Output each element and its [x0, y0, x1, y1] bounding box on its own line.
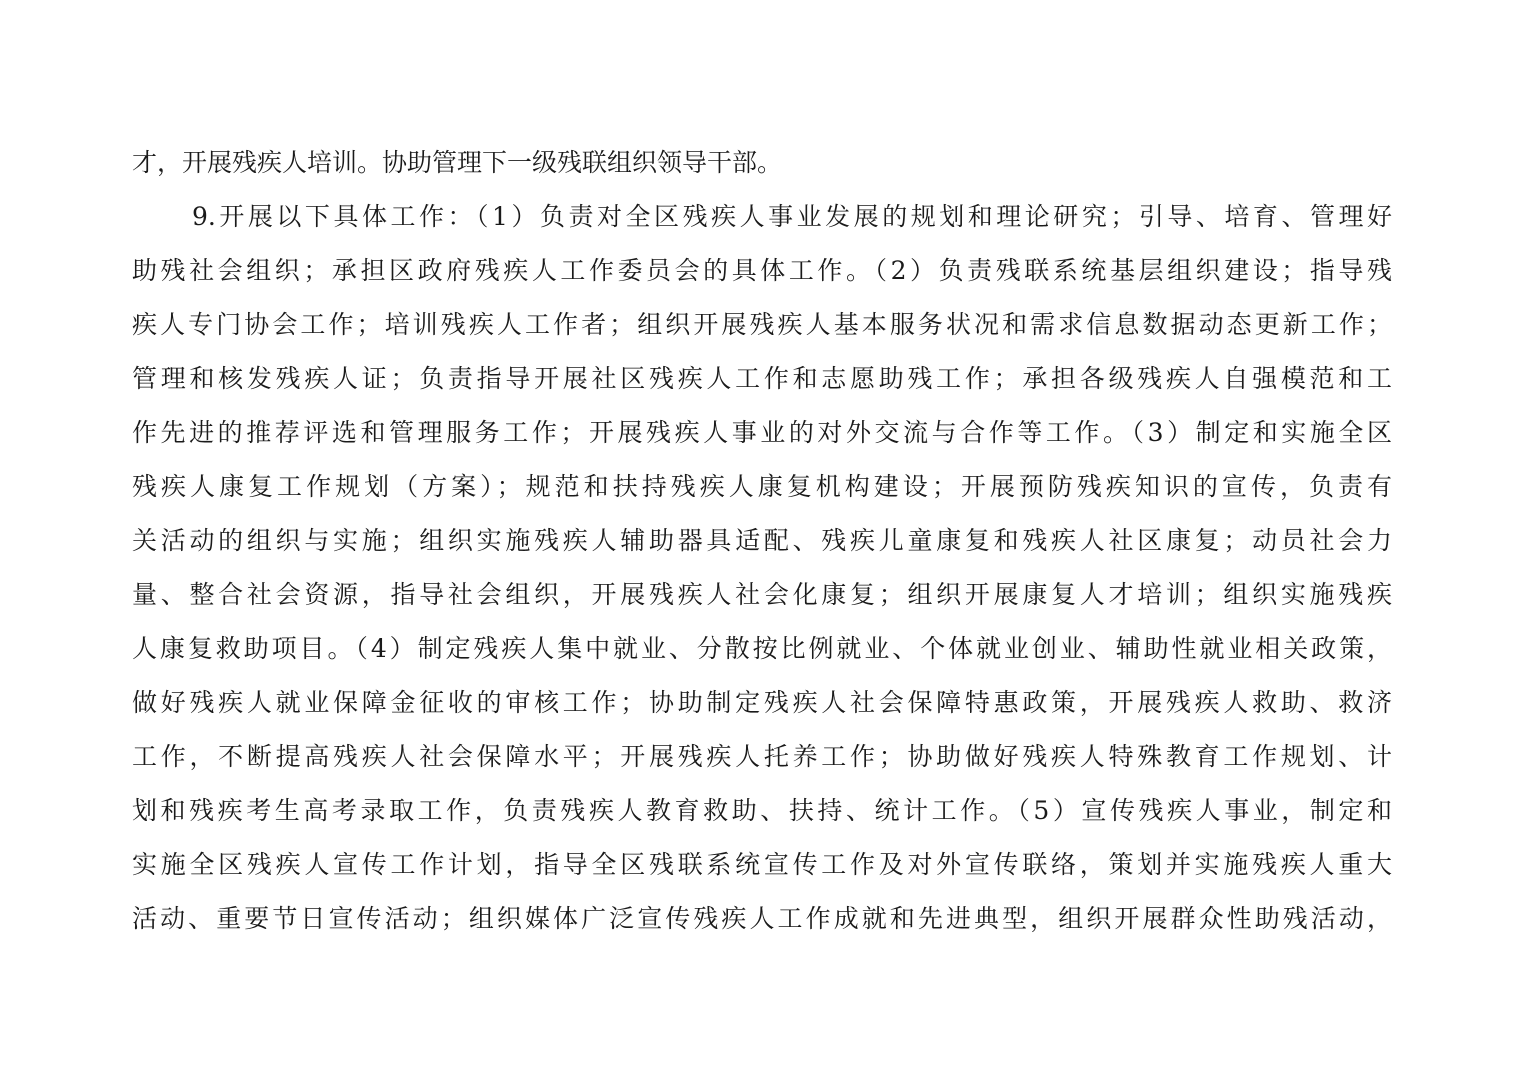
text-line: 管理和核发残疾人证；负责指导开展社区残疾人工作和志愿助残工作；承担各级残疾人自强模范和工: [132, 364, 1392, 393]
text-line: 9.开展以下具体工作：（1）负责对全区残疾人事业发展的规划和理论研究；引导、培育、管理好: [192, 202, 1392, 231]
text-line: 作先进的推荐评选和管理服务工作；开展残疾人事业的对外交流与合作等工作。（3）制定和实施全区: [132, 418, 1392, 447]
text-line: 活动、重要节日宣传活动；组织媒体广泛宣传残疾人工作成就和先进典型，组织开展群众性助残活动，: [132, 904, 1392, 933]
text-line: 关活动的组织与实施；组织实施残疾人辅助器具适配、残疾儿童康复和残疾人社区康复；动员社会力: [132, 526, 1392, 555]
body-text: [132, 136, 1392, 946]
text-line: 残疾人康复工作规划（方案）；规范和扶持残疾人康复机构建设；开展预防残疾知识的宣传，负责有: [132, 472, 1392, 501]
text-line: 划和残疾考生高考录取工作，负责残疾人教育救助、扶持、统计工作。（5）宣传残疾人事业，制定和: [132, 796, 1392, 825]
text-line: 疾人专门协会工作；培训残疾人工作者；组织开展残疾人基本服务状况和需求信息数据动态更新工作；: [132, 310, 1392, 339]
text-line: 做好残疾人就业保障金征收的审核工作；协助制定残疾人社会保障特惠政策，开展残疾人救助、救济: [132, 688, 1392, 717]
text-line: 实施全区残疾人宣传工作计划，指导全区残联系统宣传工作及对外宣传联络，策划并实施残疾人重大: [132, 850, 1392, 879]
text-line: 才，开展残疾人培训。协助管理下一级残联组织领导干部。: [132, 148, 783, 177]
text-line: 人康复救助项目。（4）制定残疾人集中就业、分散按比例就业、个体就业创业、辅助性就业相关政策，: [132, 634, 1392, 663]
text-line: 助残社会组织；承担区政府残疾人工作委员会的具体工作。（2）负责残联系统基层组织建设；指导残: [132, 256, 1392, 285]
text-line: 量、整合社会资源，指导社会组织，开展残疾人社会化康复；组织开展康复人才培训；组织实施残疾: [132, 580, 1392, 609]
text-line: 工作，不断提高残疾人社会保障水平；开展残疾人托养工作；协助做好残疾人特殊教育工作规划、计: [132, 742, 1392, 771]
